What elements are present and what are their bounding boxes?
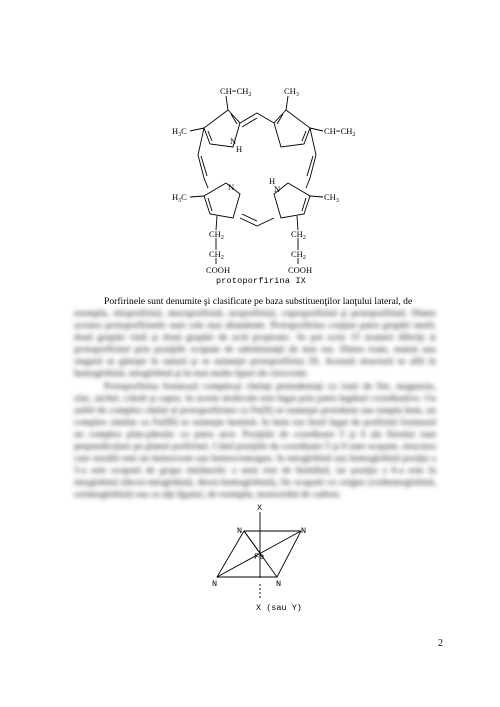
vinyl-top-left-label: $CH=CH_2$ [220,86,252,98]
chain-right-ch2-2: $CH_2$ [291,249,306,261]
acid-left-label: COOH [206,265,231,275]
chain-right-ch2-1: $CH_2$ [291,229,306,241]
acid-right-label: COOH [288,265,313,275]
hydrogen-bottom-right: H [269,176,276,186]
nitrogen-bottom-left: N [228,182,235,192]
nitrogen-top-right: N [301,526,307,536]
blurred-paragraph-2: Protoporfirina formează complecşi chelaţi pentadentaţi cu ionii de fier, magneziu, zinc, nichel, cobalt şi cupru. In aceste molecule este legat prin patru legături coordinative. Un astfel de complex chelat al protoporfirinei cu Fe(II) se numeşte protohem sau simplu hem, un complex similar cu Fe(III) se numeşte hemină. In hem ion ferul legat de porfirină formează un complex plan-pătratic cu patru azot. Poziţiile de coordinare 5 şi 6 ale fierului sunt perpendiculare pe planul porfirinei. Când poziţiile de coordinare 5 şi 6 sunt ocupate, structura care rezultă este un hemocrom sau hemocromogen. In mioglobină sau hemoglobină poziţia a 5-a este ocupată de grupa imidazolic a unui rest de histidină, iar poziţia a 6-a este în mioglobină (deoxi-mioglobină, deoxi-hemoglobină), fie ocupată cu oxigen (oxihemoglobină, oximioglobină) sau cu alţi liganzi, de exemplu, monoxidul de carbon. [74,380,436,501]
protoporphyrin-structure-diagram [160,80,360,278]
iron-atom-label: Fe [254,552,265,562]
nitrogen-top-left: N [237,526,243,536]
chain-left-ch2-1: $CH_2$ [209,229,224,241]
iron-complex-diagram [200,500,320,618]
figure-caption: protoporfirina IX [215,276,307,286]
pyrrole-ring-bottom-left [204,183,240,218]
chain-left-ch2-2: $CH_2$ [209,249,224,261]
ligand-x-top: X [257,503,263,513]
methyl-right-lower-label: $CH_3$ [324,192,339,204]
nitrogen-top-left: N [230,136,237,146]
vinyl-right-upper-label: $CH=CH_2$ [324,126,356,138]
blurred-paragraph-1: exemplu, etioporfirină, mezoporfirină, uroporfirină, coproporfirină şi protoporfirină. Dintre acestea protoporfirinele sunt cele mai abundente. Protoporfirina conţine patru grupări metil, două grupări vinil şi două grupări de acid propionic. Se pot scrie 15 izomeri diferiţi ai protoporfirinei prin poziţiile ocupate de substituenţii de mai sus. Dintre toate, numai una singură se găseşte în natură şi se numeşte protoporfirina IX. Această structură se află în hemoglobină, mioglobină şi în mai multe tipuri de citocromi. [74,308,436,380]
page-number: 2 [438,638,443,649]
methyl-left-upper-label: $H_3C$ [172,126,187,138]
blurred-body-text [74,308,436,502]
nitrogen-bottom-right: N [274,184,281,194]
hydrogen-top-left: H [236,144,243,154]
nitrogen-bottom-left: N [212,579,218,589]
ligand-x-or-y-bottom: X (sau Y) [256,603,302,613]
pyrrole-ring-top-right [274,110,310,147]
nitrogen-bottom-right: N [276,579,282,589]
methyl-top-right-label: $CH_3$ [284,86,299,98]
methyl-left-lower-label: $H_3C$ [172,192,187,204]
intro-text-line: Porfirinele sunt denumite şi clasificate pe baza substituenţilor lanţului lateral, de [104,296,413,307]
